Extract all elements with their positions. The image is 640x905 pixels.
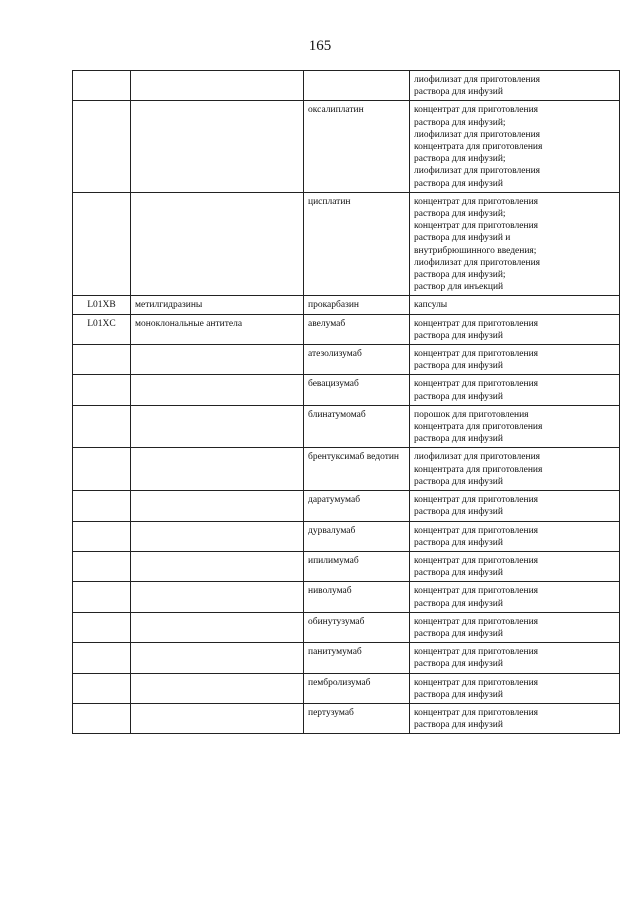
atc-code-cell: L01XB <box>73 296 131 314</box>
dosage-form-line: раствора для инфузий; <box>414 117 506 128</box>
dosage-form-line: раствора для инфузий <box>414 689 503 700</box>
dosage-form-line: раствора для инфузий <box>414 628 503 639</box>
drug-name-cell: ипилимумаб <box>304 551 410 581</box>
atc-code-cell <box>73 192 131 296</box>
dosage-form-line: раствора для инфузий <box>414 598 503 609</box>
table-row <box>73 551 620 581</box>
table-row <box>73 314 620 344</box>
drug-name-cell: блинатумомаб <box>304 405 410 448</box>
dosage-form-line: раствора для инфузий <box>414 568 503 579</box>
drug-name-cell: дурвалумаб <box>304 521 410 551</box>
drug-name-cell: пембролизумаб <box>304 673 410 703</box>
pharmacological-group-cell <box>131 612 304 642</box>
pharmacological-group-cell <box>131 643 304 673</box>
pharmacological-group-cell <box>131 192 304 296</box>
table-row <box>73 345 620 375</box>
pharmacological-group-cell <box>131 71 304 101</box>
dosage-forms-cell <box>410 703 620 733</box>
pharmacological-group-cell <box>131 582 304 612</box>
table-row <box>73 643 620 673</box>
dosage-form-line: раствора для инфузий <box>414 87 503 98</box>
drug-name-cell: прокарбазин <box>304 296 410 314</box>
dosage-form-line: раствора для инфузий; <box>414 209 506 220</box>
dosage-form-line: концентрат для приготовления <box>414 616 539 627</box>
atc-code-cell <box>73 491 131 521</box>
dosage-form-line: концентрат для приготовления <box>414 707 539 718</box>
table-row <box>73 612 620 642</box>
dosage-forms-cell <box>410 448 620 491</box>
drug-name-cell: атезолизумаб <box>304 345 410 375</box>
dosage-form-line: порошок для приготовления <box>414 409 529 420</box>
pharmacological-group-cell <box>131 673 304 703</box>
atc-code-cell <box>73 71 131 101</box>
dosage-forms-cell <box>410 192 620 296</box>
dosage-forms-cell <box>410 405 620 448</box>
atc-code-cell <box>73 521 131 551</box>
table-row <box>73 296 620 314</box>
pharmacological-group-cell <box>131 521 304 551</box>
atc-code-cell: L01XC <box>73 314 131 344</box>
drug-name-cell <box>304 71 410 101</box>
dosage-form-line: раствора для инфузий <box>414 507 503 518</box>
dosage-form-line: внутрибрюшинного введения; <box>414 245 537 256</box>
table-row <box>73 448 620 491</box>
dosage-form-line: концентрата для приготовления <box>414 142 543 153</box>
dosage-forms-cell <box>410 673 620 703</box>
dosage-form-line: концентрат для приготовления <box>414 196 539 207</box>
dosage-forms-cell <box>410 521 620 551</box>
dosage-form-line: лиофилизат для приготовления <box>414 257 541 268</box>
dosage-form-line: концентрат для приготовления <box>414 677 539 688</box>
dosage-form-line: раствора для инфузий <box>414 178 503 189</box>
dosage-form-line: концентрат для приготовления <box>414 525 539 536</box>
atc-code-cell <box>73 643 131 673</box>
atc-code-cell <box>73 551 131 581</box>
pharmacological-group-cell: моноклональные антитела <box>131 314 304 344</box>
dosage-form-line: раствора для инфузий <box>414 476 503 487</box>
pharmacological-group-cell: метилгидразины <box>131 296 304 314</box>
dosage-forms-cell <box>410 551 620 581</box>
table-row <box>73 71 620 101</box>
dosage-forms-cell <box>410 314 620 344</box>
dosage-form-line: раствора для инфузий <box>414 391 503 402</box>
drug-name-cell: обинутузумаб <box>304 612 410 642</box>
dosage-forms-cell <box>410 643 620 673</box>
dosage-form-line: раствора для инфузий <box>414 434 503 445</box>
atc-code-cell <box>73 405 131 448</box>
dosage-forms-cell <box>410 71 620 101</box>
dosage-form-line: концентрата для приготовления <box>414 464 543 475</box>
drug-name-cell: пертузумаб <box>304 703 410 733</box>
dosage-form-line: лиофилизат для приготовления <box>414 75 541 85</box>
dosage-form-line: концентрат для приготовления <box>414 221 539 232</box>
drug-name-cell: ниволумаб <box>304 582 410 612</box>
dosage-form-line: концентрат для приготовления <box>414 349 539 360</box>
pharmacological-group-cell <box>131 345 304 375</box>
dosage-forms-cell <box>410 296 620 314</box>
dosage-form-line: раствора для инфузий; <box>414 154 506 165</box>
dosage-forms-cell <box>410 345 620 375</box>
dosage-form-line: концентрат для приготовления <box>414 318 539 329</box>
atc-code-cell <box>73 375 131 405</box>
dosage-form-line: раствора для инфузий <box>414 720 503 731</box>
drug-name-cell: панитумумаб <box>304 643 410 673</box>
dosage-form-line: лиофилизат для приготовления <box>414 129 541 140</box>
pharmacological-group-cell <box>131 405 304 448</box>
dosage-form-line: раствора для инфузий; <box>414 270 506 281</box>
pharmacological-group-cell <box>131 448 304 491</box>
table-row <box>73 101 620 192</box>
atc-code-cell <box>73 345 131 375</box>
dosage-form-line: концентрат для приготовления <box>414 647 539 658</box>
atc-code-cell <box>73 612 131 642</box>
drug-name-cell: брентуксимаб ведотин <box>304 448 410 491</box>
dosage-form-line: лиофилизат для приготовления <box>414 166 541 177</box>
table-row <box>73 582 620 612</box>
atc-code-cell <box>73 703 131 733</box>
pharmacological-group-cell <box>131 703 304 733</box>
table-row <box>73 192 620 296</box>
dosage-form-line: концентрата для приготовления <box>414 422 543 433</box>
dosage-forms-cell <box>410 582 620 612</box>
drug-name-cell: оксалиплатин <box>304 101 410 192</box>
table-row <box>73 521 620 551</box>
atc-code-cell <box>73 448 131 491</box>
dosage-form-line: раствора для инфузий и <box>414 233 511 244</box>
medication-table <box>72 70 620 734</box>
dosage-form-line: капсулы <box>414 300 448 311</box>
dosage-form-line: концентрат для приготовления <box>414 555 539 566</box>
dosage-form-line: раствора для инфузий <box>414 361 503 372</box>
dosage-form-line: раствор для инъекций <box>414 282 504 293</box>
atc-code-cell <box>73 673 131 703</box>
table-row <box>73 703 620 733</box>
drug-name-cell: цисплатин <box>304 192 410 296</box>
dosage-form-line: раствора для инфузий <box>414 330 503 341</box>
pharmacological-group-cell <box>131 101 304 192</box>
dosage-forms-cell <box>410 491 620 521</box>
dosage-form-line: концентрат для приготовления <box>414 586 539 597</box>
atc-code-cell <box>73 582 131 612</box>
dosage-form-line: раствора для инфузий <box>414 537 503 548</box>
dosage-form-line: концентрат для приготовления <box>414 105 539 116</box>
table-row <box>73 405 620 448</box>
page-number: 165 <box>308 38 332 54</box>
table-row <box>73 375 620 405</box>
pharmacological-group-cell <box>131 551 304 581</box>
dosage-forms-cell <box>410 612 620 642</box>
drug-name-cell: авелумаб <box>304 314 410 344</box>
pharmacological-group-cell <box>131 375 304 405</box>
atc-code-cell <box>73 101 131 192</box>
dosage-form-line: концентрат для приготовления <box>414 379 539 390</box>
dosage-forms-cell <box>410 375 620 405</box>
drug-name-cell: бевацизумаб <box>304 375 410 405</box>
dosage-form-line: концентрат для приготовления <box>414 495 539 506</box>
dosage-form-line: лиофилизат для приготовления <box>414 452 541 463</box>
dosage-forms-cell <box>410 101 620 192</box>
table-row <box>73 673 620 703</box>
pharmacological-group-cell <box>131 491 304 521</box>
table-row <box>73 491 620 521</box>
drug-name-cell: даратумумаб <box>304 491 410 521</box>
table-body <box>73 71 620 734</box>
dosage-form-line: раствора для инфузий <box>414 659 503 670</box>
